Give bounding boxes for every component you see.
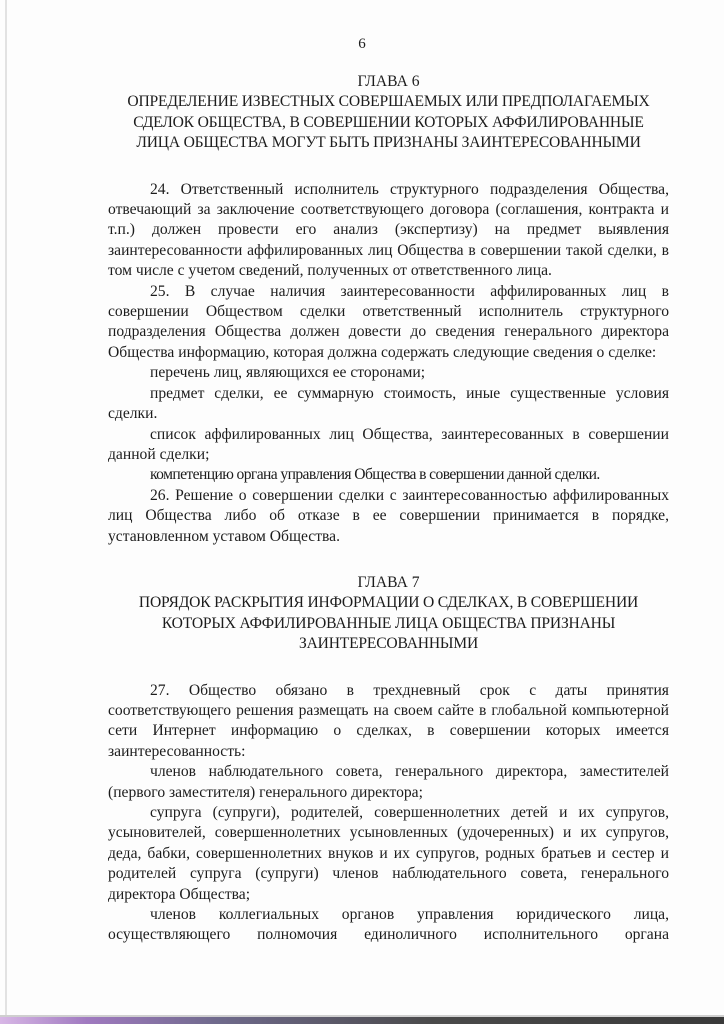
paragraph-26: 26. Решение о совершении сделки с заинтересованностью аффилированных лиц Общества либо об отказе в ее совершении принимается в порядке, установленном уставом Общества. bbox=[108, 486, 669, 545]
list-item-competence: компетенцию органа управления Общества в совершении данной сделки. bbox=[150, 466, 600, 484]
chapter-6-body bbox=[108, 180, 669, 547]
paragraph-24: 24. Ответственный исполнитель структурного подразделения Общества, отвечающий за заключение соответствующего договора (соглашения, контракта и т.п.) должен провести его анализ (экспертизу) на предмет выявления заинтересованности аффилированных лиц Общества в совершении такой сделки, в том числе с учетом сведений, полученных от ответственного лица. bbox=[108, 180, 669, 280]
chapter-6-heading-line-3: ЛИЦА ОБЩЕСТВА МОГУТ БЫТЬ ПРИЗНАНЫ ЗАИНТЕРЕСОВАННЫМИ bbox=[136, 134, 641, 152]
page-number: 6 bbox=[358, 36, 366, 52]
list-item-relatives: супруга (супруги), родителей, совершеннолетних детей и их супругов, усыновителей, совершеннолетних усыновленных (удочеренных) и их супругов, деда, бабки, совершеннолетних внуков и их супругов, родных братьев и сестер и родителей супруга (супруги) членов наблюдательного совета, генерального директора Общества; bbox=[108, 804, 669, 903]
list-item-board-members: членов наблюдательного совета, генерального директора, заместителей (первого заместителя) генерального директора; bbox=[108, 763, 669, 801]
chapter-6-title: ГЛАВА 6 bbox=[357, 73, 420, 90]
chapter-6-heading-line-2: СДЕЛОК ОБЩЕСТВА, В СОВЕРШЕНИИ КОТОРЫХ АФФИЛИРОВАННЫЕ bbox=[133, 113, 644, 131]
section-spacer bbox=[108, 547, 669, 573]
scan-bottom-edge bbox=[0, 1017, 724, 1024]
chapter-7-title: ГЛАВА 7 bbox=[357, 573, 420, 591]
chapter-6 bbox=[108, 72, 669, 154]
list-item-parties: перечень лиц, являющихся ее сторонами; bbox=[150, 364, 426, 382]
chapter-7-heading-line-3: ЗАИНТЕРЕСОВАННЫМИ bbox=[298, 635, 479, 653]
paragraph-25: 25. В случае наличия заинтересованности аффилированных лиц в совершении Обществом сделки ответственный исполнитель структурного подразделения Общества должен довести до сведения генерального директора Общества информацию, которая должна содержать следующие сведения о сделке: bbox=[108, 282, 669, 361]
chapter-7-body bbox=[108, 681, 669, 946]
chapter-7-heading-line-1: ПОРЯДОК РАСКРЫТИЯ ИНФОРМАЦИИ О СДЕЛКАХ, В СОВЕРШЕНИИ bbox=[138, 594, 639, 612]
document-body bbox=[108, 72, 669, 946]
scan-left-edge bbox=[5, 0, 7, 1016]
list-item-affiliates: список аффилированных лиц Общества, заинтересованных в совершении данной сделки; bbox=[108, 425, 669, 463]
paragraph-27: 27. Общество обязано в трехдневный срок с даты принятия соответствующего решения размещать на своем сайте в глобальной компьютерной сети Интернет информацию о сделках, в совершении которых имеется заинтересованность: bbox=[108, 681, 669, 760]
chapter-7-heading-line-2: КОТОРЫХ АФФИЛИРОВАННЫЕ ЛИЦА ОБЩЕСТВА ПРИЗНАНЫ bbox=[161, 614, 616, 632]
list-item-subject: предмет сделки, ее суммарную стоимость, иные существенные условия сделки. bbox=[108, 384, 669, 423]
list-item-collegial-bodies: членов коллегиальных органов управления юридического лица, осуществляющего полномочия единоличного исполнительного органа bbox=[108, 906, 669, 944]
chapter-6-heading-line-1: ОПРЕДЕЛЕНИЕ ИЗВЕСТНЫХ СОВЕРШАЕМЫХ ИЛИ ПРЕДПОЛАГАЕМЫХ bbox=[127, 93, 650, 111]
chapter-7 bbox=[108, 573, 669, 655]
